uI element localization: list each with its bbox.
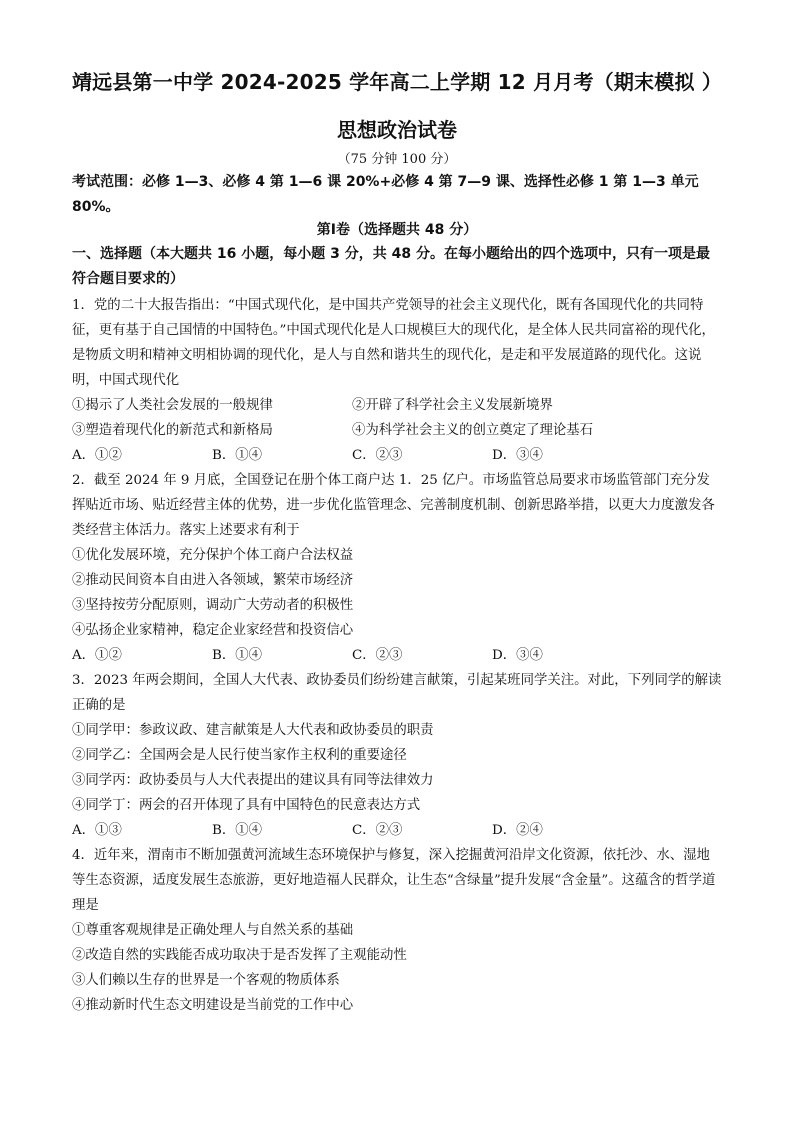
answer-choice-d: D．③④ — [492, 648, 543, 663]
answer-choice-a: A．①③ — [72, 823, 122, 838]
answer-choice-a: A．①② — [72, 448, 122, 463]
question-4-option-4: ④推动新时代生态文明建设是当前党的工作中心 — [72, 998, 354, 1013]
question-1-stem: 1．党的二十大报告指出：“中国式现代化，是中国共产党领导的社会主义现代化，既有各国现代化的共同特征，更有基于自己国情的中国特色。”中国式现代化是人口规模巨大的现代化，是全体人民共同富裕的现代化，是物质文明和精神文明相协调的现代化，是人与自然和谐共生的现代化，是走和平发展道路的现代化。这说明，中国式现代化 — [72, 298, 715, 388]
answer-choice-a: A．①② — [72, 648, 122, 663]
question-1-options-row-1 — [72, 393, 722, 418]
exam-scope: 考试范围：必修 1—3、必修 4 第 1—6 课 20%+必修 4 第 7—9 课、选择性必修 1 第 1—3 单元 80%。 — [72, 174, 699, 215]
exam-subject: 思想政治试卷 — [337, 118, 457, 142]
answer-choice-d: D．③④ — [492, 448, 543, 463]
exam-title: 靖远县第一中学 2024-2025 学年高二上学期 12 月月考（期末模拟 ） — [71, 70, 723, 94]
question-1-answers — [72, 443, 722, 468]
question-4-stem: 4．近年来，渭南市不断加强黄河流域生态环境保护与修复，深入挖掘黄河沿岸文化资源，依托沙、水、湿地等生态资源，适度发展生态旅游，更好地造福人民群众，让生态“含绿量”提升发展“含金量”。这蕴含的哲学道理是 — [72, 848, 716, 913]
answer-choice-c: C．②③ — [352, 823, 403, 838]
question-3-option-2: ②同学乙：全国两会是人民行使当家作主权利的重要途径 — [72, 748, 407, 763]
question-2-stem: 2．截至 2024 年 9 月底，全国登记在册个体工商户达 1．25 亿户。市场监管总局要求市场监管部门充分发挥贴近市场、贴近经营主体的优势，进一步优化监管理念、完善制度机制、创新思路举措，以更大力度激发各类经营主体活力。落实上述要求有利于 — [72, 473, 715, 538]
option: ②开辟了科学社会主义发展新境界 — [352, 398, 553, 413]
time-score-note: （75 分钟 100 分） — [337, 152, 457, 167]
option: ③塑造着现代化的新范式和新格局 — [72, 423, 273, 438]
question-2-option-2: ②推动民间资本自由进入各领域，繁荣市场经济 — [72, 573, 354, 588]
section-instructions: 一、选择题（本大题共 16 小题，每小题 3 分，共 48 分。在每小题给出的四个选项中，只有一项是最符合题目要求的） — [72, 246, 710, 287]
answer-choice-b: B．①④ — [212, 648, 263, 663]
question-3-stem: 3．2023 年两会期间，全国人大代表、政协委员们纷纷建言献策，引起某班同学关注。对此，下列同学的解读正确的是 — [72, 673, 722, 713]
answer-choice-d: D．②④ — [492, 823, 543, 838]
answer-choice-b: B．①④ — [212, 823, 263, 838]
question-3-option-1: ①同学甲：参政议政、建言献策是人大代表和政协委员的职责 — [72, 723, 434, 738]
question-2-option-1: ①优化发展环境，充分保护个体工商户合法权益 — [72, 548, 354, 563]
question-2-option-4: ④弘扬企业家精神，稳定企业家经营和投资信心 — [72, 623, 354, 638]
answer-choice-c: C．②③ — [352, 648, 403, 663]
answer-choice-b: B．①④ — [212, 448, 263, 463]
answer-choice-c: C．②③ — [352, 448, 403, 463]
question-2-answers — [72, 643, 722, 668]
question-2-option-3: ③坚持按劳分配原则，调动广大劳动者的积极性 — [72, 598, 354, 613]
question-4-option-3: ③人们赖以生存的世界是一个客观的物质体系 — [72, 973, 340, 988]
question-1-options-row-2 — [72, 418, 722, 443]
question-3-option-3: ③同学丙：政协委员与人大代表提出的建议具有同等法律效力 — [72, 773, 434, 788]
question-4-option-2: ②改造自然的实践能否成功取决于是否发挥了主观能动性 — [72, 948, 407, 963]
question-3-option-4: ④同学丁：两会的召开体现了具有中国特色的民意表达方式 — [72, 798, 421, 813]
option: ④为科学社会主义的创立奠定了理论基石 — [352, 423, 594, 438]
section-title: 第Ⅰ卷（选择题共 48 分） — [316, 222, 478, 238]
option: ①揭示了人类社会发展的一般规律 — [72, 398, 273, 413]
question-4-option-1: ①尊重客观规律是正确处理人与自然关系的基础 — [72, 923, 354, 938]
question-3-answers — [72, 818, 722, 843]
